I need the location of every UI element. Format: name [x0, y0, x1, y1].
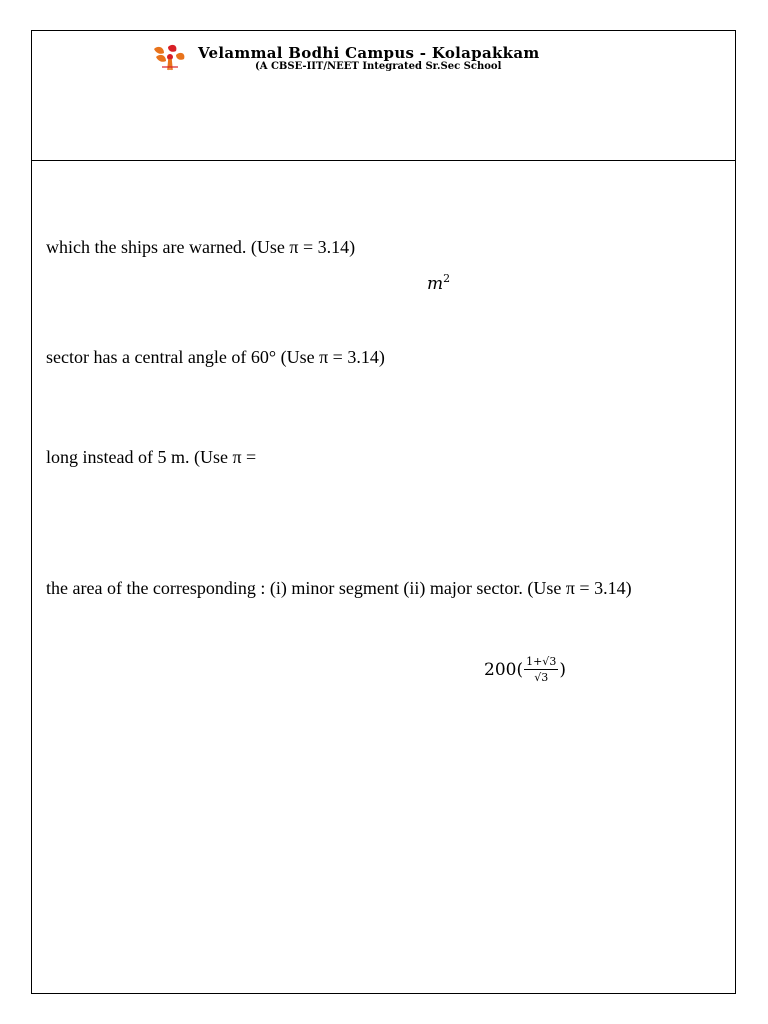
question-text-line-3: long instead of 5 m. (Use π = — [46, 447, 257, 467]
answer-unit-m2 — [427, 272, 450, 294]
answer-unit-exponent: 2 — [443, 272, 451, 285]
question-text-line-1: which the ships are warned. (Use π = 3.14) — [46, 237, 356, 257]
answer-coefficient: 200( — [484, 659, 524, 680]
page-border — [31, 30, 736, 994]
fraction-denominator: √3 — [534, 671, 549, 684]
question-text-line-4: the area of the corresponding : (i) minor segment (ii) major sector. (Use π = 3.14) — [46, 578, 632, 598]
answer-close-paren: ) — [559, 659, 566, 680]
school-logo-icon — [150, 43, 188, 71]
school-subtitle: (A CBSE-IIT/NEET Integrated Sr.Sec School — [255, 61, 502, 72]
school-name: Velammal Bodhi Campus - Kolapakkam — [198, 44, 540, 62]
answer-fraction — [524, 655, 558, 684]
header-divider — [31, 160, 736, 161]
question-text-line-2: sector has a central angle of 60° (Use π = 3.14) — [46, 347, 385, 367]
answer-unit-base: m — [427, 274, 444, 294]
fraction-numerator: 1+√3 — [526, 655, 557, 668]
answer-expression — [484, 655, 566, 684]
